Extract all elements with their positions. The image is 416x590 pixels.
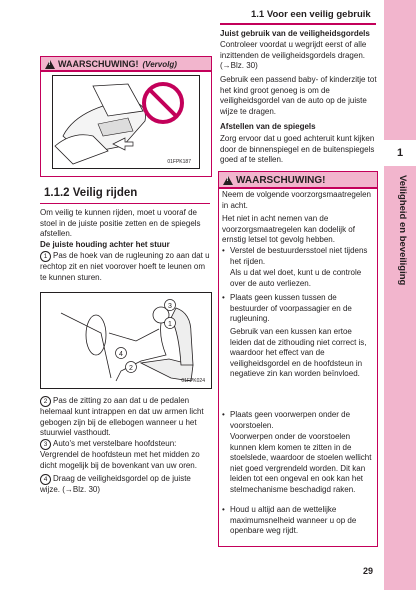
belt-heading: Juist gebruik van de veiligheidsgordels xyxy=(220,29,370,38)
belt-paragraph-2: Gebruik een passend baby- of kinderzitje tot het kind groot genoeg is om de veiligheidsgordel van de auto op de juiste wijze te dragen. xyxy=(220,75,377,116)
mirror-heading: Afstellen van de spiegels xyxy=(220,122,316,131)
page-number: 29 xyxy=(362,566,373,576)
figure-seat-prohibited xyxy=(52,75,200,169)
bullet-3-mark: • xyxy=(222,410,225,419)
chapter-side-tab xyxy=(384,0,416,590)
warning-bullet-2: Plaats geen kussen tussen de bestuurder of voorpassagier en de rugleuning. xyxy=(230,293,352,323)
belt-paragraph-1: Controleer voordat u wegrijdt eerst of alle inzittenden de veiligheidsgordels dragen. (→Blz. 30) xyxy=(220,40,367,70)
chapter-number: 1 xyxy=(384,140,416,166)
warning-intro-2: Het niet in acht nemen van de voorzorgsmaatregelen kan dodelijk of ernstig letsel tot gevolg hebben. xyxy=(222,214,355,244)
warning-intro: Neem de volgende voorzorgsmaatregelen in acht. xyxy=(222,190,371,210)
callout-2: 2 xyxy=(129,365,133,372)
warning-continued-label: (Vervolg) xyxy=(142,59,177,69)
posture-item-4 xyxy=(40,474,212,496)
section-rule xyxy=(40,203,210,204)
callout-number-4: 4 xyxy=(40,474,51,485)
seat-illustration-icon xyxy=(53,76,199,168)
mirror-paragraph: Zorg ervoor dat u goed achteruit kunt kijken door de binnenspiegel en de buitenspiegels goed af te stellen. xyxy=(220,134,375,164)
warning-bullet-3-detail: Voorwerpen onder de voorstoelen kunnen klem komen te zitten in de stoelslede, waardoor de stoelen wellicht niet goed vergrendeld worden. Dit kan leiden tot een ongeval en ook kan het stelmechanisme beschadigd raken. xyxy=(230,432,372,494)
chapter-title-vertical: Veiligheid en beveiliging xyxy=(397,175,408,286)
posture-item-3-text: Auto's met verstelbare hoofdsteun: Vergrendel de hoofdsteun met het midden zo dicht mogelijk bij de bovenkant van uw oren. xyxy=(40,439,200,470)
figure-code: 01FPK187 xyxy=(167,159,191,165)
intro-paragraph: Om veilig te kunnen rijden, moet u vooraf de stoel in de juiste positie zetten en de spiegels afstellen. xyxy=(40,208,201,238)
callout-number-1: 1 xyxy=(40,251,51,262)
section-title: 1.1.2 Veilig rijden xyxy=(44,187,138,199)
figure-code: 01FPK024 xyxy=(181,378,205,384)
driver-posture-illustration-icon xyxy=(41,293,211,388)
warning-bullet-1-detail: Als u dat wel doet, kunt u de controle over de auto verliezen. xyxy=(230,268,362,288)
warning-bullet-4: Houd u altijd aan de wettelijke maximumsnelheid wanneer u op de openbare weg rijdt. xyxy=(230,505,357,535)
figure-driving-posture xyxy=(40,292,212,389)
warning-bullet-3: Plaats geen voorwerpen onder de voorstoelen. xyxy=(230,410,351,430)
bullet-4-mark: • xyxy=(222,505,225,514)
warning-triangle-icon xyxy=(45,60,55,69)
bullet-1-mark: • xyxy=(222,246,225,255)
callout-number-3: 3 xyxy=(40,439,51,450)
warning-bullet-2-detail: Gebruik van een kussen kan ertoe leiden dat de zithouding niet correct is, waardoor het effect van de veiligheidsgordel en de hoofdsteun in negatieve zin kan worden beïnvloed. xyxy=(230,327,367,378)
warning-triangle-icon xyxy=(223,176,233,185)
posture-item-4-text: Draag de veiligheidsgordel op de juiste wijze. (→Blz. 30) xyxy=(40,474,191,494)
posture-item-1 xyxy=(40,251,212,283)
header-rule xyxy=(220,23,376,25)
posture-item-3 xyxy=(40,439,212,471)
callout-3: 3 xyxy=(168,303,172,310)
callout-4: 4 xyxy=(119,351,123,358)
callout-1: 1 xyxy=(168,321,172,328)
posture-heading: De juiste houding achter het stuur xyxy=(40,240,170,249)
bullet-2-mark: • xyxy=(222,293,225,302)
running-header: 1.1 Voor een veilig gebruik xyxy=(251,9,371,20)
posture-item-2-text: Pas de zitting zo aan dat u de pedalen helemaal kunt intrappen en dat uw armen licht gebogen zijn bij de ellebogen wanneer u het stuurwiel vasthoudt. xyxy=(40,396,204,437)
posture-item-1-text: Pas de hoek van de rugleuning zo aan dat u rechtop zit en niet voorover hoeft te leunen om te kunnen sturen. xyxy=(40,251,210,282)
warning-title: WAARSCHUWING! xyxy=(236,174,326,186)
warning-bullet-1: Verstel de bestuurdersstoel niet tijdens het rijden. xyxy=(230,246,368,266)
posture-item-2 xyxy=(40,396,212,439)
callout-number-2: 2 xyxy=(40,396,51,407)
warning-title: WAARSCHUWING! xyxy=(58,59,139,69)
